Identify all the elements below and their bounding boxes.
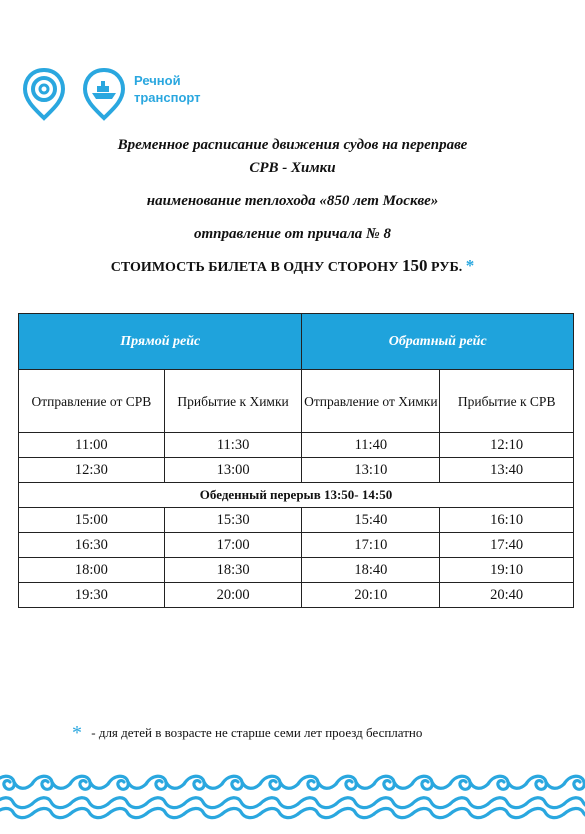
- table-cell: 13:40: [440, 458, 574, 483]
- wave-line: [488, 798, 526, 808]
- wave-curl: [488, 776, 526, 789]
- wave-line: [260, 798, 298, 808]
- table-cell: 16:10: [440, 508, 574, 533]
- wave-line: [70, 798, 108, 808]
- wave-line: [412, 808, 450, 817]
- table-cell: 11:30: [164, 433, 302, 458]
- table-cell: 16:30: [19, 533, 165, 558]
- table-cell: 18:00: [19, 558, 165, 583]
- price-value: 150: [401, 256, 428, 275]
- table-row: [19, 508, 574, 533]
- wave-line: [260, 808, 298, 817]
- wave-line: [298, 808, 336, 817]
- wave-curl: [146, 776, 184, 789]
- column-header: Прибытие к Химки: [164, 370, 302, 433]
- break-row: [19, 483, 574, 508]
- wave-line: [32, 808, 70, 817]
- table-cell: 11:40: [302, 433, 440, 458]
- table-cell: 17:40: [440, 533, 574, 558]
- wave-line: [108, 798, 146, 808]
- wave-curl: [298, 776, 336, 789]
- brand-line-2: транспорт: [134, 90, 201, 105]
- table-cell: 17:00: [164, 533, 302, 558]
- wave-curl: [108, 776, 146, 789]
- table-row: [19, 558, 574, 583]
- table-cell: 20:10: [302, 583, 440, 608]
- pier-info: отправление от причала № 8: [193, 226, 392, 242]
- wave-curl: [32, 776, 70, 789]
- wave-line: [488, 808, 526, 817]
- table-cell: 18:40: [302, 558, 440, 583]
- column-header: Отправление от СРВ: [19, 370, 165, 433]
- vessel-name: наименование теплохода «850 лет Москве»: [146, 193, 439, 209]
- wave-line: [564, 808, 585, 817]
- wave-curl: [526, 776, 564, 789]
- price-prefix: СТОИМОСТЬ БИЛЕТА В ОДНУ СТОРОНУ: [110, 260, 399, 275]
- wave-line: [450, 808, 488, 817]
- wave-line: [184, 808, 222, 817]
- wave-line: [184, 798, 222, 808]
- table-cell: 17:10: [302, 533, 440, 558]
- brand-line-1: Речной: [134, 73, 181, 88]
- wave-line: [412, 798, 450, 808]
- wave-line: [374, 798, 412, 808]
- wave-line: [222, 798, 260, 808]
- column-header: Прибытие к СРВ: [440, 370, 574, 433]
- company-logo: [22, 66, 132, 118]
- price-unit: РУБ.: [430, 260, 463, 275]
- wave-line: [0, 798, 32, 808]
- footnote: [72, 722, 422, 745]
- wave-line: [526, 798, 564, 808]
- wave-line: [564, 798, 585, 808]
- wave-line: [146, 808, 184, 817]
- table-row: [19, 533, 574, 558]
- table-cell: 19:30: [19, 583, 165, 608]
- table-row: [19, 433, 574, 458]
- wave-curl: [0, 776, 32, 789]
- page-title: Временное расписание движения судов на переправе: [117, 137, 468, 153]
- table-cell: 15:00: [19, 508, 165, 533]
- wave-curl: [374, 776, 412, 789]
- column-header: Отправление от Химки: [302, 370, 440, 433]
- price-footnote-mark: *: [465, 256, 475, 275]
- direction-forward: Прямой рейс: [19, 314, 302, 370]
- footnote-mark: *: [72, 722, 82, 744]
- river-transport-logo-icon: [22, 66, 132, 122]
- wave-curl: [450, 776, 488, 789]
- wave-curl: [70, 776, 108, 789]
- footnote-text: - для детей в возрасте не старше семи лет проезд бесплатно: [91, 725, 423, 740]
- wave-line: [298, 798, 336, 808]
- table-cell: 13:10: [302, 458, 440, 483]
- table-cell: 18:30: [164, 558, 302, 583]
- table-cell: 12:10: [440, 433, 574, 458]
- lunch-break-label: Обеденный перерыв 13:50- 14:50: [19, 483, 574, 508]
- column-header-row: [19, 370, 574, 433]
- table-cell: 19:10: [440, 558, 574, 583]
- wave-curl: [412, 776, 450, 789]
- table-cell: 15:30: [164, 508, 302, 533]
- wave-line: [336, 798, 374, 808]
- ticket-price: [0, 256, 585, 276]
- wave-decoration-icon: [0, 770, 585, 830]
- direction-return: Обратный рейс: [302, 314, 574, 370]
- direction-header-row: [19, 314, 574, 370]
- wave-line: [108, 808, 146, 817]
- wave-curl: [222, 776, 260, 789]
- wave-curl: [184, 776, 222, 789]
- table-row: [19, 583, 574, 608]
- brand-name: [134, 72, 201, 106]
- wave-line: [222, 808, 260, 817]
- wave-line: [70, 808, 108, 817]
- schedule-table: [18, 313, 574, 608]
- wave-line: [374, 808, 412, 817]
- wave-line: [336, 808, 374, 817]
- wave-line: [32, 798, 70, 808]
- table-cell: 20:40: [440, 583, 574, 608]
- wave-line: [450, 798, 488, 808]
- wave-line: [526, 808, 564, 817]
- table-cell: 13:00: [164, 458, 302, 483]
- wave-curl: [336, 776, 374, 789]
- wave-curl: [564, 776, 585, 789]
- wave-line: [146, 798, 184, 808]
- table-row: [19, 458, 574, 483]
- route-name: СРВ - Химки: [249, 160, 336, 176]
- table-cell: 20:00: [164, 583, 302, 608]
- table-cell: 15:40: [302, 508, 440, 533]
- table-cell: 12:30: [19, 458, 165, 483]
- wave-line: [0, 808, 32, 817]
- table-cell: 11:00: [19, 433, 165, 458]
- wave-curl: [260, 776, 298, 789]
